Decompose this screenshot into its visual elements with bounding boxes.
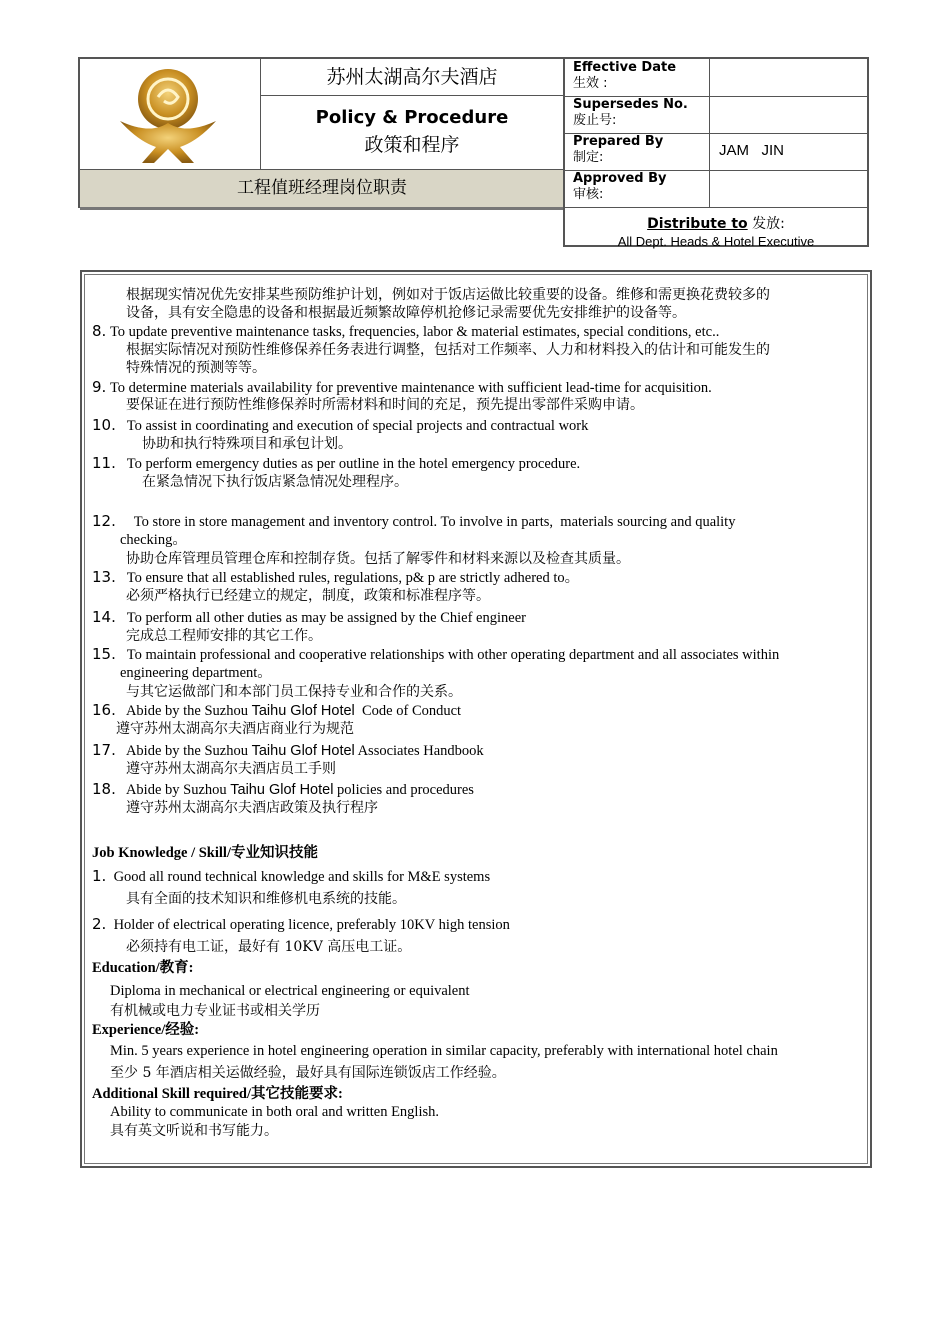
- duty-cn: 在紧急情况下执行饭店紧急情况处理程序。: [142, 474, 408, 490]
- effective-date-label: Effective Date: [573, 60, 677, 75]
- knowledge-item: 2. Holder of electrical operating licence, preferably 10KV high tension: [92, 915, 510, 933]
- duty-cn: 必须严格执行已经建立的规定，制度，政策和标准程序等。: [126, 588, 490, 604]
- hotel-logo-icon: [80, 59, 260, 169]
- duty-cn: 完成总工程师安排的其它工作。: [126, 628, 322, 644]
- prepared-by-label: Prepared By: [573, 134, 664, 149]
- supersedes-label: Supersedes No.: [573, 97, 688, 112]
- prepared-by-value: JAM JIN: [719, 142, 785, 159]
- header-right-table: [563, 57, 869, 247]
- policy-title-en: Policy & Procedure: [315, 107, 509, 128]
- knowledge-cn: 必须持有电工证，最好有 10KV 高压电工证。: [126, 939, 412, 955]
- policy-title: [260, 95, 564, 169]
- approved-by-label-cn: 审核:: [573, 187, 604, 202]
- job-title: 工程值班经理岗位职责: [80, 169, 564, 210]
- prepared-by-label-cn: 制定:: [573, 150, 604, 165]
- duty-item: 9. To determine materials availability for preventive maintenance with sufficient lead-time for acquisition.: [92, 378, 712, 396]
- education-cn: 有机械或电力专业证书或相关学历: [110, 1003, 320, 1019]
- duty-item: 17. Abide by the Suzhou Taihu Glof Hotel Associates Handbook: [92, 741, 484, 759]
- header-left-table: [78, 57, 564, 208]
- prepared-by-row: [565, 133, 867, 171]
- duty-item: 15. To maintain professional and cooperative relationships with other operating department and all associates within: [92, 645, 780, 663]
- experience-en: Min. 5 years experience in hotel engineering operation in similar capacity, preferably with international hotel chain: [110, 1043, 778, 1059]
- duty-item: 10. To assist in coordinating and execution of special projects and contractual work: [92, 416, 589, 434]
- duty-cn: 根据实际情况对预防性维修保养任务表进行调整，包括对工作频率、人力和材料投入的估计和可能发生的: [126, 342, 770, 358]
- duty-item: 11. To perform emergency duties as per outline in the hotel emergency procedure.: [92, 454, 581, 472]
- additional-cn: 具有英文听说和书写能力。: [110, 1123, 278, 1139]
- distribution: [565, 207, 867, 249]
- knowledge-cn: 具有全面的技术知识和维修机电系统的技能。: [126, 891, 406, 907]
- body-frame: [80, 270, 872, 1168]
- additional-en: Ability to communicate in both oral and written English.: [110, 1104, 440, 1120]
- duty-cn: 遵守苏州太湖高尔夫酒店商业行为规范: [116, 721, 354, 737]
- duty-item: 18. Abide by Suzhou Taihu Glof Hotel policies and procedures: [92, 780, 474, 798]
- additional-heading: Additional Skill required/其它技能要求:: [92, 1086, 343, 1102]
- approved-by-row: [565, 170, 867, 208]
- policy-title-cn: 政策和程序: [364, 134, 460, 156]
- duty-cn: 特殊情况的预测等等。: [126, 360, 266, 376]
- knowledge-item: 1. Good all round technical knowledge and skills for M&E systems: [92, 867, 491, 885]
- experience-cn: 至少 5 年酒店相关运做经验，最好具有国际连锁饭店工作经验。: [110, 1065, 506, 1081]
- duty-item: 14. To perform all other duties as may be assigned by the Chief engineer: [92, 608, 526, 626]
- effective-date-row: [565, 59, 867, 97]
- intro-cn-2: 设备，具有安全隐患的设备和根据最近频繁故障停机抢修记录需要优先安排维护的设备等。: [126, 305, 686, 321]
- duty-item: 16. Abide by the Suzhou Taihu Glof Hotel Code of Conduct: [92, 701, 462, 719]
- duty-cn: 遵守苏州太湖高尔夫酒店政策及执行程序: [126, 800, 378, 816]
- knowledge-heading: Job Knowledge / Skill/专业知识技能: [92, 845, 318, 861]
- duty-en-cont: checking。: [120, 532, 187, 548]
- effective-date-label-cn: 生效 :: [573, 76, 608, 91]
- duty-cn: 与其它运做部门和本部门员工保持专业和合作的关系。: [126, 684, 462, 700]
- duty-en-cont: engineering department。: [120, 665, 272, 681]
- education-en: Diploma in mechanical or electrical engineering or equivalent: [110, 983, 470, 999]
- approved-by-label: Approved By: [573, 171, 667, 186]
- duty-cn: 要保证在进行预防性维修保养时所需材料和时间的充足，预先提出零部件采购申请。: [126, 397, 644, 413]
- duty-item: 12. To store in store management and inventory control. To involve in parts, materials sourcing and quality: [92, 512, 736, 530]
- duty-cn: 遵守苏州太湖高尔夫酒店员工手则: [126, 761, 336, 777]
- distribute-label: Distribute to: [647, 216, 748, 232]
- duty-cn: 协助和执行特殊项目和承包计划。: [142, 436, 352, 452]
- intro-cn-1: 根据现实情况优先安排某些预防维护计划，例如对于饭店运做比较重要的设备。维修和需更换花费较多的: [126, 287, 770, 303]
- distribute-to: All Dept. Heads & Hotel Executive: [617, 234, 815, 249]
- education-heading: Education/教育:: [92, 960, 194, 976]
- hotel-logo: [80, 59, 261, 169]
- duty-item: 8. To update preventive maintenance tasks, frequencies, labor & material estimates, special conditions, etc..: [92, 322, 720, 340]
- supersedes-label-cn: 废止号:: [573, 113, 617, 128]
- distribute-label-cn: 发放:: [752, 216, 785, 232]
- experience-heading: Experience/经验:: [92, 1022, 200, 1038]
- duty-item: 13. To ensure that all established rules, regulations, p& p are strictly adhered to。: [92, 568, 580, 586]
- hotel-name: 苏州太湖高尔夫酒店: [260, 59, 564, 96]
- duty-cn: 协助仓库管理员管理仓库和控制存货。包括了解零件和材料来源以及检查其质量。: [126, 551, 630, 567]
- supersedes-row: [565, 96, 867, 134]
